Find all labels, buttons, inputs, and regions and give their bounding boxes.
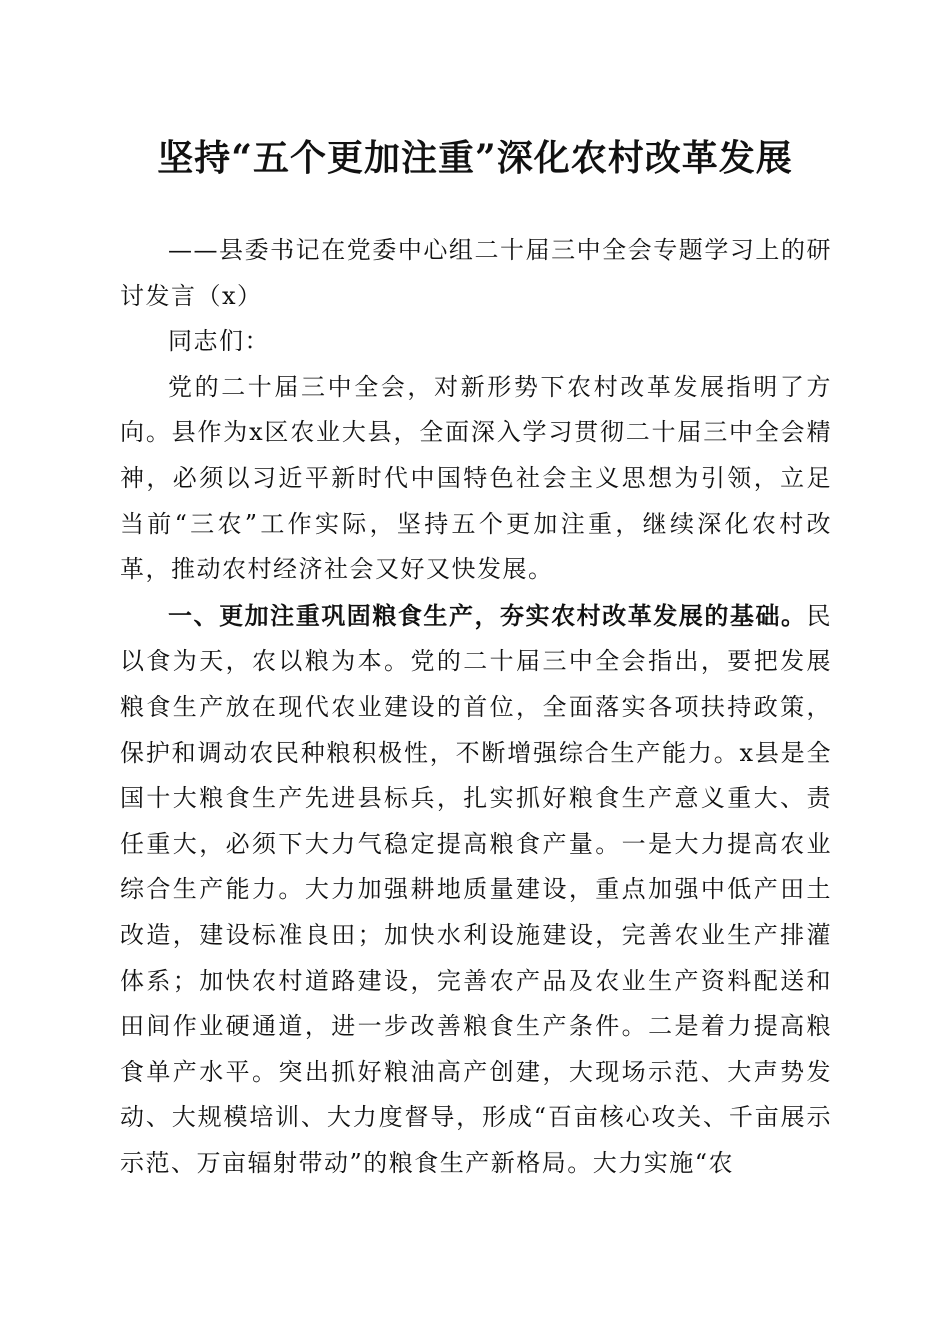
subtitle-paragraph: ——县委书记在党委中心组二十届三中全会专题学习上的研讨发言（x）: [120, 236, 832, 310]
document-body: [120, 228, 832, 1186]
section-1-body: 民以食为天，农以粮为本。党的二十届三中全会指出，要把发展粮食生产放在现代农业建设的首位，全面落实各项扶持政策，保护和调动农民种粮积极性，不断增强综合生产能力。x县是全国十大粮食生产先进县标兵，扎实抓好粮食生产意义重大、责任重大，必须下大力气稳定提高粮食产量。一是大力提高农业综合生产能力。大力加强耕地质量建设，重点加强中低产田土改造，建设标准良田；加快水利设施建设，完善农业生产排灌体系；加快农村道路建设，完善农产品及农业生产资料配送和田间作业硬通道，进一步改善粮食生产条件。二是着力提高粮食单产水平。突出抓好粮油高产创建，大现场示范、大声势发动、大规模培训、大力度督导，形成“百亩核心攻关、千亩展示示范、万亩辐射带动”的粮食生产新格局。大力实施“农: [120, 601, 832, 1177]
salutation-paragraph: 同志们：: [168, 327, 270, 356]
section-1-heading: 一、更加注重巩固粮食生产，夯实农村改革发展的基础。: [168, 600, 807, 630]
section-1-paragraph: [120, 593, 832, 1187]
intro-paragraph: 党的二十届三中全会，对新形势下农村改革发展指明了方向。县作为x区农业大县，全面深入学习贯彻二十届三中全会精神，必须以习近平新时代中国特色社会主义思想为引领，立足当前“三农”工作实际，坚持五个更加注重，继续深化农村改革，推动农村经济社会又好又快发展。: [120, 372, 832, 584]
document-title: 坚持“五个更加注重”深化农村改革发展: [157, 137, 793, 179]
